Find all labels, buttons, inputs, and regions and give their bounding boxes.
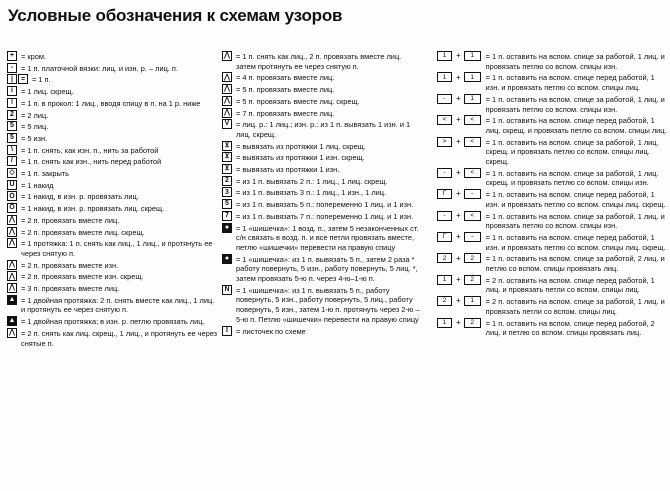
stitch-symbol-icon xyxy=(222,72,233,82)
symbol-box: - xyxy=(437,94,452,104)
legend-entry xyxy=(7,284,219,294)
legend-text: = 1 п. оставить на вспом. спице за работой, 1 лиц. скрещ. и провязать петлю со вспом. спицы изн. xyxy=(485,168,659,188)
stitch-symbol-icon xyxy=(7,227,18,237)
legend-entry xyxy=(222,142,422,152)
legend-entry xyxy=(437,52,667,71)
stitch-symbol-icon xyxy=(222,211,233,221)
symbol-box: 1 xyxy=(464,51,481,61)
symbol-box: = xyxy=(18,74,28,84)
stitch-symbol-icon xyxy=(7,191,18,201)
legend-text: = 1 п. платочной вязки: лиц. и изн. р. – лиц. п. xyxy=(21,63,178,73)
legend-entry xyxy=(222,120,422,139)
legend-entry xyxy=(222,153,422,163)
legend-entry xyxy=(437,73,667,92)
symbol-box: U xyxy=(7,180,17,190)
legend-column-1 xyxy=(7,52,219,350)
legend-entry xyxy=(437,190,667,209)
symbol-box: ⋀ xyxy=(7,238,17,248)
stitch-symbol-icon xyxy=(222,152,233,162)
symbol-box: ⋀ xyxy=(222,72,232,82)
symbol-box: ⊻ xyxy=(222,164,232,174)
symbol-box: 1 xyxy=(437,318,452,328)
symbol-box: 5 xyxy=(7,121,17,131)
symbol-box: ● xyxy=(222,254,232,264)
stitch-symbol-icon xyxy=(7,51,18,61)
symbol-box: < xyxy=(464,115,481,125)
legend-text: = 2 п. провязать вместе изн. xyxy=(21,260,119,270)
symbol-box: ⋀ xyxy=(222,84,232,94)
stitch-symbol-icon xyxy=(222,51,233,61)
symbol-box: 1 xyxy=(464,72,481,82)
stitch-symbol-icon: 1 + 1 xyxy=(437,72,482,82)
symbol-box: 2 xyxy=(464,318,481,328)
stitch-symbol-icon xyxy=(222,326,233,336)
symbol-box: < xyxy=(437,115,452,125)
legend-text: = 1 п. оставить на вспом. спице перед работой, 1 изн. и провязать петлю со вспом. спицы лиц. xyxy=(485,73,655,93)
legend-entry xyxy=(222,188,422,198)
legend-entry xyxy=(7,157,219,167)
legend-text: = 1 п. оставить на вспом. спице перед работой, 2 лиц. и петлю со вспом. спицы провязать лиц. xyxy=(485,318,655,338)
stitch-symbol-icon: Г + - xyxy=(437,189,482,199)
legend-text: = 1 п. оставить на вспом. спице за работой, 2 лиц. и петлю со вспом. спицы провязать лиц. xyxy=(485,254,665,274)
symbol-box: ⊻ xyxy=(222,141,232,151)
legend-entry xyxy=(222,52,422,71)
legend-entry xyxy=(437,169,667,188)
legend-text: = 1 лиц. скрещ. xyxy=(21,87,74,97)
symbol-box: Г xyxy=(437,232,452,242)
legend-entry xyxy=(222,212,422,222)
symbol-box: Ꭵ xyxy=(7,86,17,96)
legend-text: = 5 изн. xyxy=(21,133,48,143)
legend-entry xyxy=(222,165,422,175)
legend-text: = 5 п. провязать вместе лиц. скрещ. xyxy=(236,96,360,106)
legend-entry xyxy=(222,177,422,187)
stitch-symbol-icon xyxy=(222,199,233,209)
legend-entry xyxy=(7,146,219,156)
symbol-box: Ö xyxy=(7,203,17,213)
legend-entry xyxy=(7,239,219,258)
legend-entry xyxy=(7,99,219,109)
symbol-box: 7 xyxy=(222,211,232,221)
stitch-symbol-icon xyxy=(7,86,18,96)
symbol-box: < xyxy=(464,137,481,147)
legend-text: = 1 п. xyxy=(32,75,51,85)
legend-entry xyxy=(222,255,422,284)
legend-entry xyxy=(437,212,667,231)
legend-entry xyxy=(7,261,219,271)
legend-text: = 1 двойная протяжка: 2 п. снять вместе как лиц., 1 лиц. и протянуть ее через снятую п. xyxy=(21,295,215,315)
symbol-box: \ xyxy=(7,145,17,155)
stitch-symbol-icon xyxy=(7,133,18,143)
stitch-symbol-icon xyxy=(222,176,233,186)
legend-text: = 1 п. закрыть xyxy=(21,169,70,179)
legend-entry xyxy=(437,95,667,114)
symbol-box: I xyxy=(222,326,232,336)
legend-entry xyxy=(7,228,219,238)
symbol-box: / xyxy=(7,156,17,166)
legend-text: = 1 п. оставить на вспом. спице перед работой, 1 изн. и провязать петлю со вспом. спицы лиц. скрещ. xyxy=(485,190,666,209)
symbol-box: ▲ xyxy=(8,317,16,325)
symbol-box: ⋀ xyxy=(7,260,17,270)
legend-entry xyxy=(222,97,422,107)
legend-text: = кром. xyxy=(21,52,46,61)
stitch-symbol-icon xyxy=(222,285,233,295)
stitch-symbol-icon xyxy=(222,84,233,94)
legend-entry xyxy=(437,116,667,135)
legend-text: = 1 п. оставить на вспом. спице перед работой, 1 лиц. скрещ. и провязать петлю со вспом. спицы лиц. xyxy=(485,116,667,135)
legend-entry xyxy=(7,296,219,315)
legend-entry xyxy=(437,319,667,338)
stitch-symbol-icon xyxy=(7,63,18,73)
legend-column-2 xyxy=(222,52,422,338)
legend-text: = 5 п. провязать вместе лиц. xyxy=(236,85,335,95)
symbol-box: - xyxy=(7,63,17,73)
legend-text: = листочек по схеме xyxy=(236,326,306,336)
legend-entry xyxy=(437,254,667,273)
symbol-box: - xyxy=(464,189,481,199)
legend-text: = вывязать из протяжки 1 лиц. скрещ. xyxy=(236,141,366,151)
legend-entry xyxy=(7,169,219,179)
legend-text: = 2 п. провязать вместе лиц. xyxy=(21,215,120,225)
symbol-box: 1 xyxy=(437,275,452,285)
stitch-symbol-icon xyxy=(7,295,18,305)
stitch-symbol-icon: 2 + 1 xyxy=(437,296,482,306)
symbol-box: | xyxy=(7,74,17,84)
stitch-symbol-icon: 2 + 2 xyxy=(437,253,482,263)
legend-entry xyxy=(222,200,422,210)
stitch-symbol-icon xyxy=(222,108,233,118)
legend-entry xyxy=(7,216,219,226)
stitch-symbol-icon xyxy=(7,98,18,108)
stitch-symbol-icon xyxy=(7,260,18,270)
symbol-box: ⋀ xyxy=(7,227,17,237)
stitch-symbol-icon xyxy=(7,156,18,166)
legend-text: = 1 «шишечка»: из 1 п. вывязать 5 п., работу повернуть, 5 изн., работу повернуть, 5 лиц., работу повернуть, 5 изн., затем 1-ю п. протянуть через 2-ю – 5-ю п. Петлю «шишечки» перевести на правую спицу xyxy=(236,285,420,324)
legend-text: = 1 п. оставить на вспом. спице перед работой, 1 изн. и провязать петлю со вспом. спицы лиц. скрещ. xyxy=(485,232,666,252)
legend-entry xyxy=(7,134,219,144)
symbol-box: - xyxy=(437,168,452,178)
symbol-box: ⋀ xyxy=(222,108,232,118)
legend-entry xyxy=(222,85,422,95)
symbol-box: 1 xyxy=(437,51,452,61)
stitch-symbol-icon xyxy=(222,96,233,106)
legend-entry xyxy=(222,224,422,253)
symbol-box: 2 xyxy=(437,296,452,306)
legend-text: = лиц. р.: 1 лиц.; изн. р.: из 1 п. вывязать 1 изн. и 1 лиц. скрещ. xyxy=(236,120,411,139)
legend-entry xyxy=(7,122,219,132)
symbol-box: V xyxy=(222,119,232,129)
stitch-symbol-icon xyxy=(222,254,233,264)
symbol-box: ▲ xyxy=(8,295,16,303)
symbol-box: < xyxy=(464,211,481,221)
stitch-symbol-icon xyxy=(7,328,18,338)
stitch-symbol-icon xyxy=(7,203,18,213)
legend-text: = 2 п. оставить на вспом. спице за работой, 1 лиц. и провязать петли со вспом. спицы лиц. xyxy=(485,297,665,316)
stitch-symbol-icon xyxy=(7,180,18,190)
legend-text: = из 1 п. вывязать 2 п.: 1 лиц., 1 лиц. скрещ. xyxy=(236,176,388,186)
legend-text: = 2 лиц. xyxy=(21,110,49,120)
stitch-symbol-icon: - + < xyxy=(437,211,482,221)
legend-text: = 1 накид xyxy=(21,180,54,190)
symbol-box: 3 xyxy=(222,187,232,197)
legend-entry xyxy=(7,204,219,214)
symbol-box: ⋀ xyxy=(222,96,232,106)
stitch-symbol-icon xyxy=(7,168,18,178)
legend-entry xyxy=(7,317,219,327)
legend-text: = 1 п. оставить на вспом. спице за работой, 1 лиц. и провязать петлю со вспом. спицы изн. xyxy=(485,211,665,231)
legend-text: = 1 п. оставить на вспом. спице за работой, 1 лиц. скрещ. и провязать петлю со вспом. спицы лиц. скрещ. xyxy=(485,137,659,167)
legend-text: = 1 п. снять как лиц., 2 п. провязать вместе лиц. затем протянуть ее через снятую п. xyxy=(236,52,402,71)
symbol-box: N xyxy=(222,285,232,295)
legend-text: = 1 п. снять как изн., нить перед работой xyxy=(21,157,162,167)
legend-text: = 1 накид, в изн. р. провязать лиц. xyxy=(21,192,139,202)
legend-text: = 1 п. снять, как изн. п., нить за работой xyxy=(21,145,159,155)
legend-entry xyxy=(7,272,219,282)
symbol-box: ǀ xyxy=(7,98,17,108)
symbol-box: ⋀ xyxy=(7,271,17,281)
symbol-box: + xyxy=(7,51,17,61)
symbol-box: 2 xyxy=(464,253,481,263)
legend-entry xyxy=(7,329,219,348)
stitch-symbol-icon xyxy=(222,223,233,233)
legend-entry xyxy=(222,73,422,83)
legend-entry xyxy=(7,64,219,74)
stitch-symbol-icon xyxy=(7,74,29,84)
legend-text: = 2 п. снять как лиц. скрещ., 1 лиц., и протянуть ее через снятые п. xyxy=(21,328,218,348)
stitch-symbol-icon xyxy=(7,121,18,131)
symbol-box: 2 xyxy=(437,253,452,263)
stitch-symbol-icon xyxy=(7,145,18,155)
symbol-box: ● xyxy=(222,223,232,233)
legend-text: = 4 п. провязать вместе лиц. xyxy=(236,73,335,83)
legend-text: = вывязать из протяжки 1 изн. xyxy=(236,165,340,175)
legend-column-3 xyxy=(437,52,667,340)
legend-entry xyxy=(7,181,219,191)
symbol-box: Ö xyxy=(7,191,17,201)
legend-text: = 5 лиц. xyxy=(21,122,49,132)
stitch-symbol-icon xyxy=(7,215,18,225)
symbol-box: - xyxy=(464,232,481,242)
legend-text: = 1 п. оставить на вспом. спице за работой, 1 лиц. и провязать петлю со вспом. спицы изн. xyxy=(485,94,665,114)
stitch-symbol-icon: 1 + 1 xyxy=(437,51,482,61)
symbol-box: ⋀ xyxy=(222,51,232,61)
symbol-box: Г xyxy=(437,189,452,199)
symbol-box: 1 xyxy=(437,72,452,82)
symbol-box: 2 xyxy=(464,275,481,285)
legend-text: = 2 п. провязать вместе лиц. скрещ. xyxy=(21,227,145,237)
legend-text: = из 1 п. вывязать 3 п.: 1 лиц., 1 изн., 1 лиц. xyxy=(236,188,387,198)
stitch-symbol-icon xyxy=(222,119,233,129)
legend-entry xyxy=(7,192,219,202)
stitch-symbol-icon: 1 + 2 xyxy=(437,318,482,328)
stitch-symbol-icon xyxy=(222,141,233,151)
legend-entry xyxy=(437,138,667,167)
legend-entry xyxy=(437,233,667,252)
stitch-symbol-icon xyxy=(7,316,18,326)
stitch-symbol-icon xyxy=(7,271,18,281)
symbol-box: 1 xyxy=(464,94,481,104)
legend-text: = из 1 п. вывязать 7 п.: попеременно 1 лиц. и 1 изн. xyxy=(236,211,414,221)
legend-text: = 1 п. оставить на вспом. спице за работой, 1 лиц. и провязать петлю со вспом. спицы изн. xyxy=(485,52,665,71)
symbol-box: ⋀ xyxy=(7,283,17,293)
legend-text: = 3 п. провязать вместе лиц. xyxy=(21,284,120,294)
symbol-box: ⋀ xyxy=(7,215,17,225)
legend-text: = 1 накид, в изн. р. провязать лиц. скрещ. xyxy=(21,204,165,214)
legend-text: = вывязать из протяжки 1 изн. скрещ. xyxy=(236,153,365,163)
legend-entry xyxy=(222,327,422,337)
symbol-box: 5 xyxy=(222,199,232,209)
stitch-symbol-icon: 1 + 2 xyxy=(437,275,482,285)
stitch-symbol-icon xyxy=(222,164,233,174)
legend-entry xyxy=(222,286,422,325)
legend-entry xyxy=(7,111,219,121)
stitch-symbol-icon xyxy=(7,110,18,120)
stitch-symbol-icon: > + < xyxy=(437,137,482,147)
legend-text: = 1 «шишечка»: из 1 п. вывязать 5 п., затем 2 раза * работу повернуть, 5 изн., работу повернуть, 5 лиц. *, затем провязать 5-ю п. через 4-ю–1-ю п. xyxy=(236,254,418,284)
legend-text: = 1 «шишечка»: 1 возд. п., затем 5 незаконченных ст. с/н связать в возд. п. и все петли провязать вместе, петлю «шишечки» перевести на правую спицу xyxy=(236,223,419,252)
symbol-box: 2 xyxy=(222,176,232,186)
stitch-symbol-icon: < + < xyxy=(437,115,482,125)
symbol-box: < xyxy=(464,168,481,178)
symbol-box: ◇ xyxy=(7,168,17,178)
symbol-box: 2 xyxy=(7,110,17,120)
legend-entry xyxy=(7,52,219,62)
symbol-box: > xyxy=(437,137,452,147)
stitch-symbol-icon: - + 1 xyxy=(437,94,482,104)
stitch-symbol-icon xyxy=(222,187,233,197)
legend-entry xyxy=(7,75,219,85)
symbol-box: ⋀ xyxy=(7,328,17,338)
symbol-box: - xyxy=(437,211,452,221)
legend-text: = 2 п. оставить на вспом. спице перед работой, 1 лиц. и провязать петли со вспом. спицы лиц. xyxy=(485,275,655,295)
symbol-box: 1 xyxy=(464,296,481,306)
stitch-symbol-icon xyxy=(7,283,18,293)
legend-text: = 7 п. провязать вместе лиц. xyxy=(236,108,335,118)
symbol-box: 5 xyxy=(7,133,17,143)
stitch-symbol-icon xyxy=(7,238,18,248)
legend-entry xyxy=(437,297,667,316)
legend-entry xyxy=(437,276,667,295)
legend-text: = 2 п. провязать вместе изн. скрещ. xyxy=(21,272,144,282)
legend-text: = 1 протяжка: 1 п. снять как лиц., 1 лиц., и протянуть ее через снятую п. xyxy=(21,239,213,258)
stitch-symbol-icon: - + < xyxy=(437,168,482,178)
legend-text: = 1 п. в прокол: 1 лиц., вводя спицу в п. на 1 р. ниже xyxy=(21,98,201,108)
page-title: Условные обозначения к схемам узоров xyxy=(8,6,343,25)
stitch-symbol-icon: Г + - xyxy=(437,232,482,242)
legend-text: = 1 двойная протяжка; в изн. р. петлю провязать лиц. xyxy=(21,317,205,327)
legend-entry xyxy=(7,87,219,97)
symbol-box: ⊻ xyxy=(222,152,232,162)
legend-text: = из 1 п. вывязать 5 п.: попеременно 1 лиц. и 1 изн. xyxy=(236,200,414,210)
legend-entry xyxy=(222,109,422,119)
